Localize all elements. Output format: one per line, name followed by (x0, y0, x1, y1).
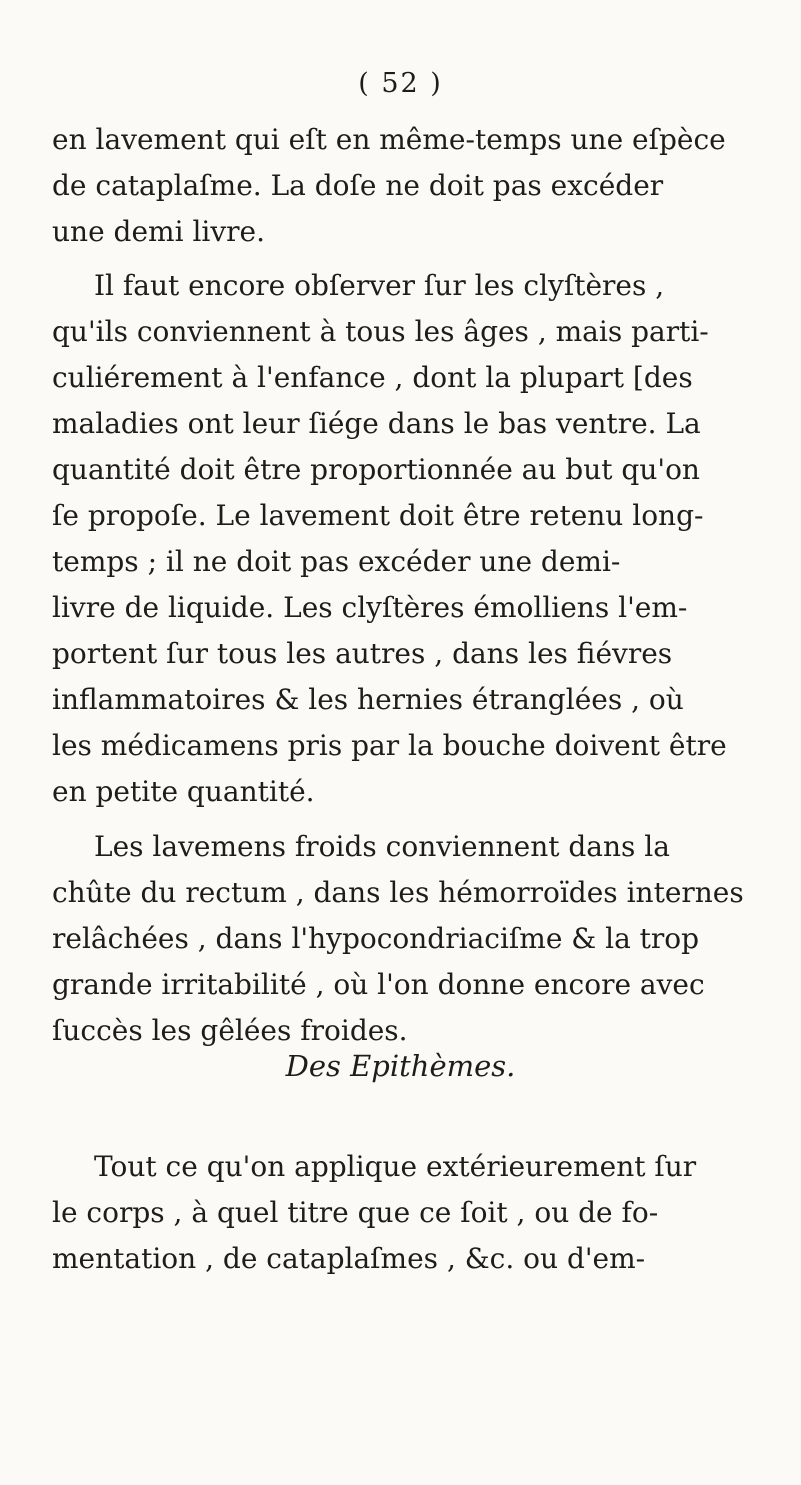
text-line: grande irritabilité , où l'on donne encore avec (52, 968, 705, 1001)
text-line: livre de liquide. Les clyſtères émolliens l'em- (52, 591, 688, 624)
text-line: mentation , de cataplaſmes , &c. ou d'em- (52, 1242, 646, 1275)
text-line: portent ſur tous les autres , dans les fiévres (52, 637, 673, 670)
text-line: relâchées , dans l'hypocondriaciſme & la trop (52, 922, 700, 955)
text-line: une demi livre. (52, 215, 266, 248)
text-line: ſuccès les gêlées froides. (52, 1014, 408, 1047)
text-line: inflammatoires & les hernies étranglées , où (52, 683, 684, 716)
text-line: chûte du rectum , dans les hémorroïdes internes (52, 876, 744, 909)
text-line: ſe propoſe. Le lavement doit être retenu long- (52, 499, 704, 532)
text-line: quantité doit être proportionnée au but qu'on (52, 453, 700, 486)
text-line: Les lavemens froids conviennent dans la (94, 830, 670, 863)
text-line: de cataplaſme. La doſe ne doit pas excéder (52, 169, 664, 202)
page-number: ( 52 ) (358, 68, 443, 99)
text-line: en lavement qui eſt en même-temps une eſpèce (52, 123, 726, 156)
text-line: les médicamens pris par la bouche doivent être (52, 729, 727, 762)
text-line: le corps , à quel titre que ce ſoit , ou de fo- (52, 1196, 659, 1229)
text-line: temps ; il ne doit pas excéder une demi- (52, 545, 621, 578)
text-line: Tout ce qu'on applique extérieurement ſur (94, 1150, 697, 1183)
text-line: en petite quantité. (52, 775, 315, 808)
text-line: culiérement à l'enfance , dont la plupart [des (52, 361, 693, 394)
text-line: Il faut encore obſerver ſur les clyſtères , (94, 269, 665, 302)
text-line: maladies ont leur ſiége dans le bas ventre. La (52, 407, 701, 440)
section-heading: Des Epithèmes. (285, 1049, 516, 1083)
text-line: qu'ils conviennent à tous les âges , mais parti- (52, 315, 709, 348)
